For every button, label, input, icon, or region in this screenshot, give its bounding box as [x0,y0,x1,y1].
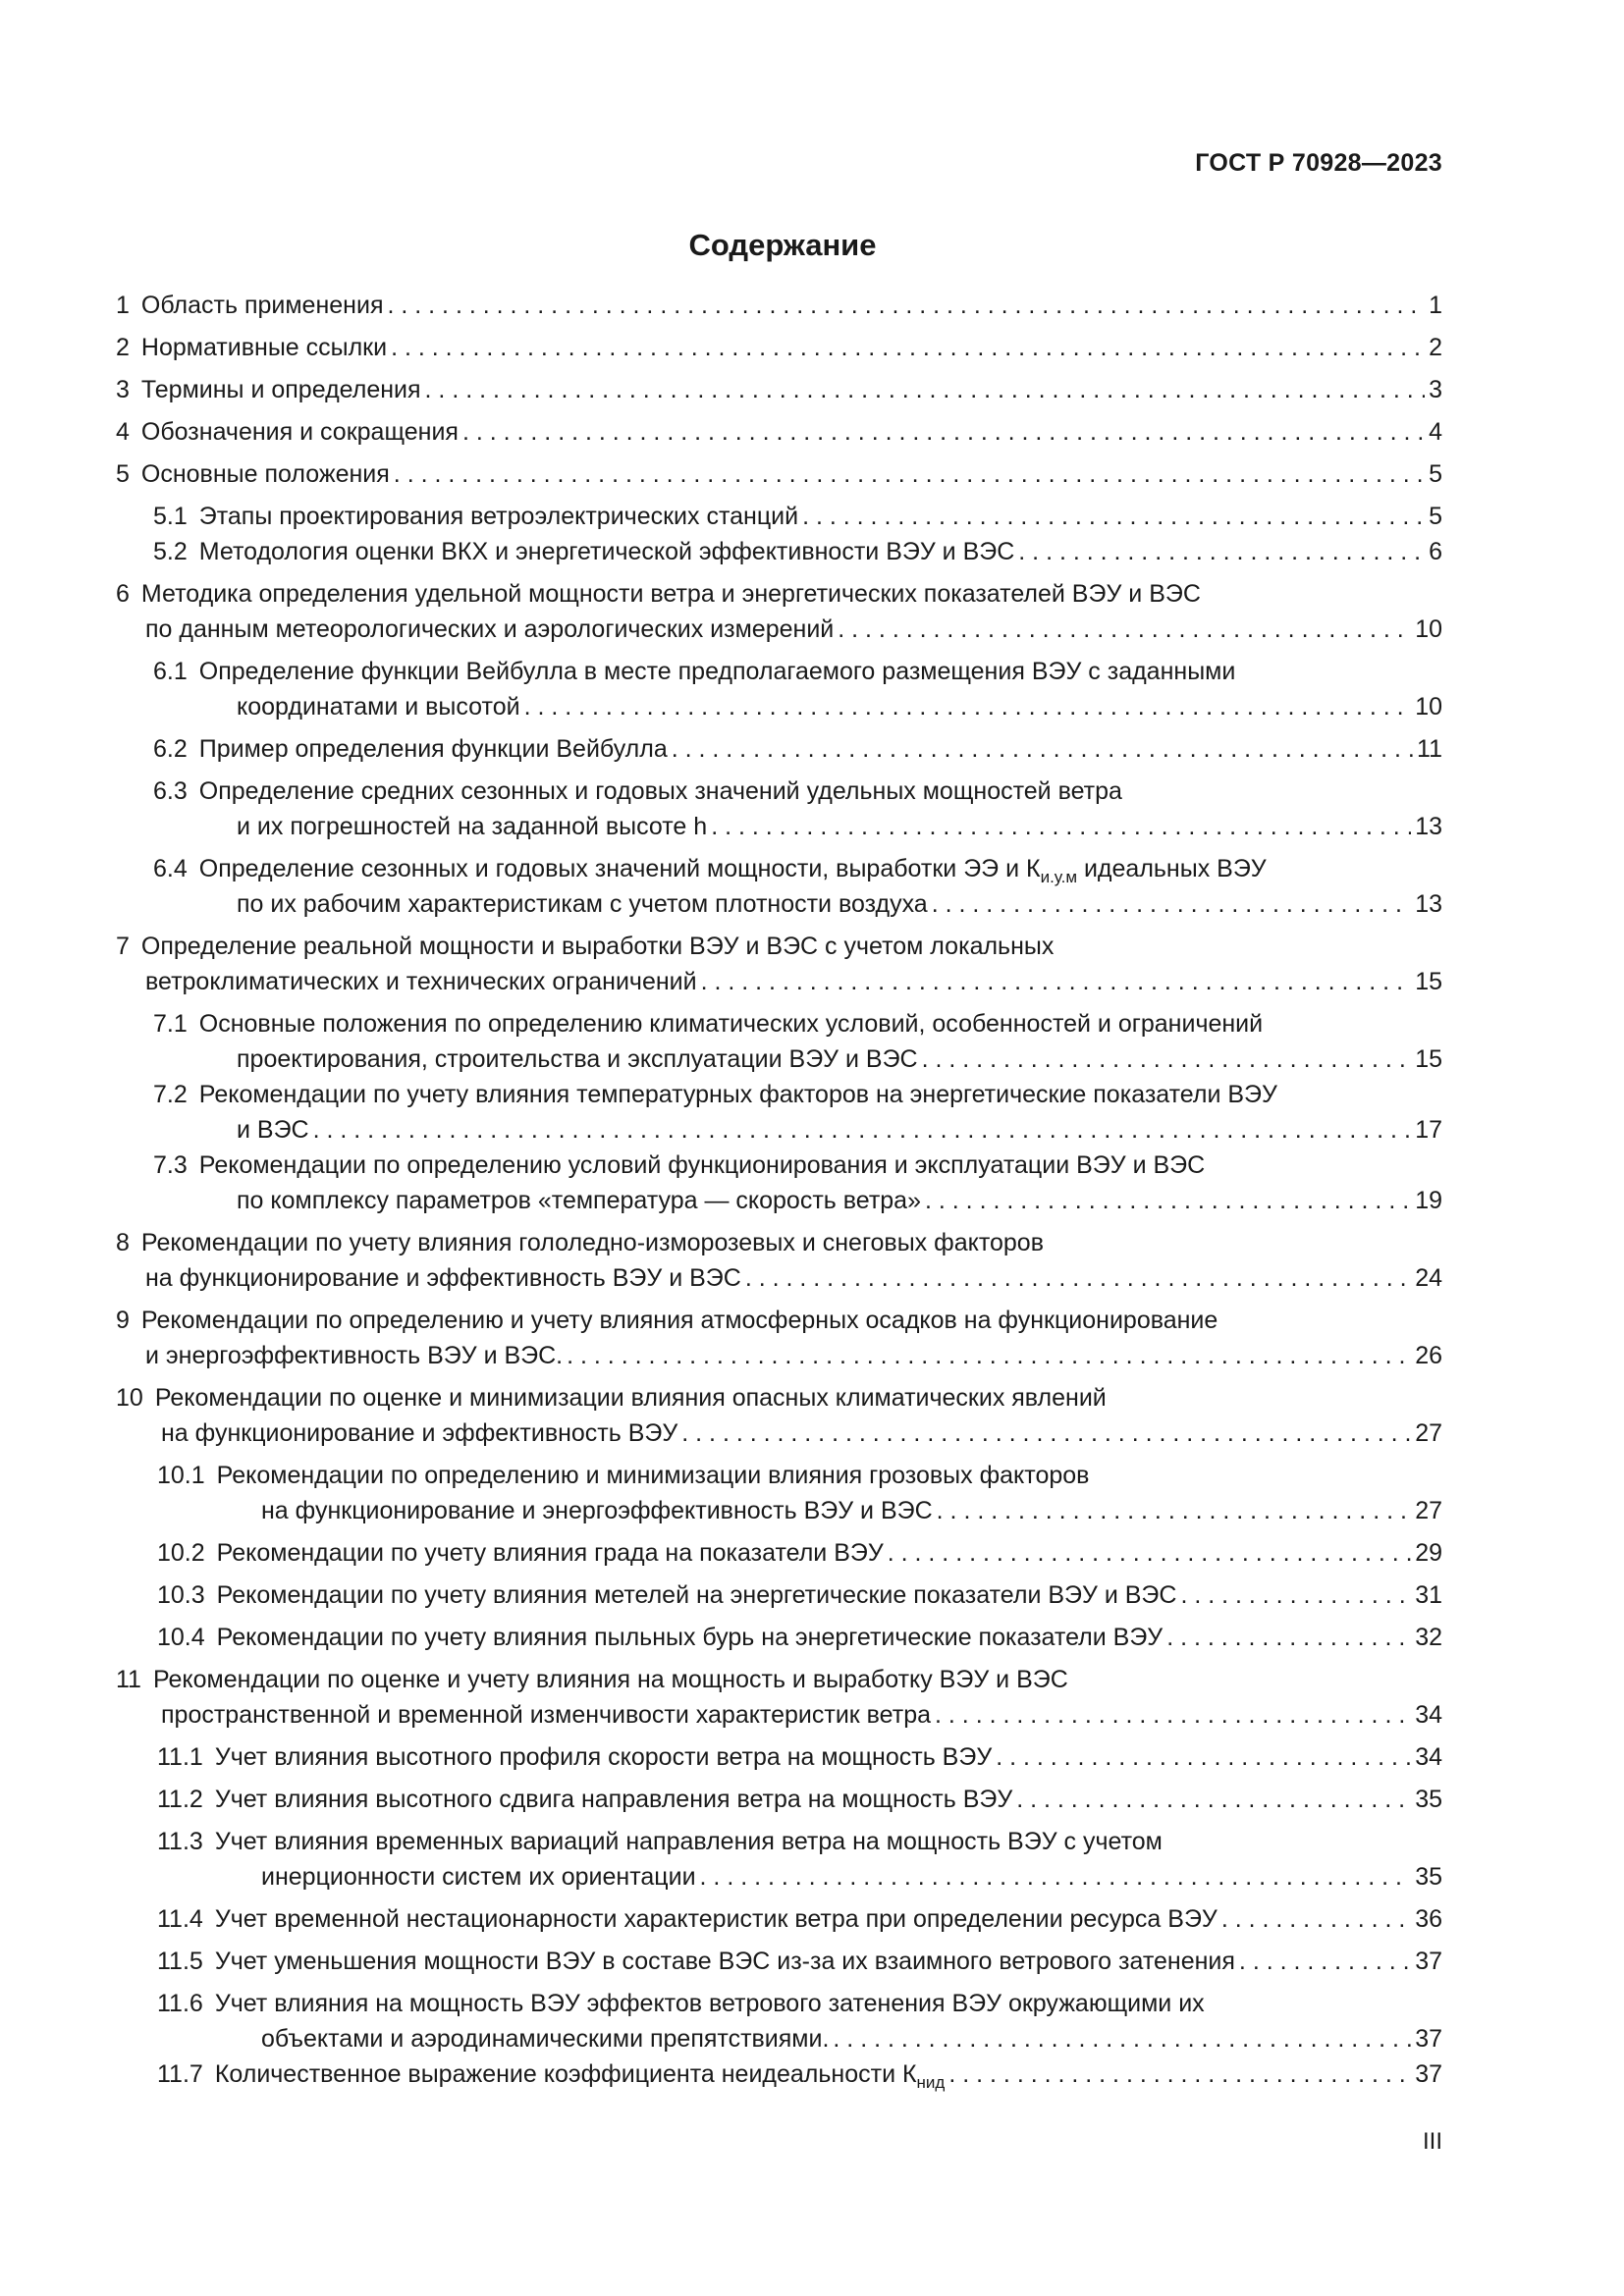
toc-entry-number: 10.2 [157,1539,205,1567]
toc-entry[interactable] [116,1077,1442,1148]
dot-leader [922,1041,1412,1077]
toc-entry-number: 6 [116,580,130,608]
toc-entry-title: Учет влияния временных вариаций направления ветра на мощность ВЭУ с учетом [214,1828,1163,1855]
toc-entry[interactable] [116,576,1442,647]
toc-entry[interactable] [116,1006,1442,1077]
toc-entry-number: 1 [116,292,130,319]
toc-entry-title: Рекомендации по учету влияния метелей на энергетические показатели ВЭУ и ВЭС [216,1581,1177,1609]
toc-entry-title-continued: и их погрешностей на заданной высоте h [237,813,708,840]
toc-entry-page: 19 [1415,1187,1442,1214]
toc-entry-title-continued: координатами и высотой [237,693,520,721]
toc-entry-title: Рекомендации по оценке и учету влияния на мощность и выработку ВЭУ и ВЭС [152,1666,1068,1693]
toc-entry[interactable] [116,499,1442,534]
toc-entry-title-continued: на функционирование и эффективность ВЭУ и ВЭС [145,1264,741,1292]
toc-entry-number: 7 [116,933,130,960]
dot-leader [1180,1577,1411,1613]
toc-entry-number: 5 [116,460,130,488]
toc-entry-title: Рекомендации по определению и минимизации влияния грозовых факторов [216,1462,1090,1489]
toc-entry-title: Нормативные ссылки [140,334,388,361]
toc-entry-number: 5.1 [153,503,188,530]
dot-leader [567,1338,1411,1373]
dot-leader [937,1493,1412,1528]
toc-entry-number: 11 [116,1666,141,1693]
toc-entry-title: Методика определения удельной мощности ветра и энергетических показателей ВЭУ и ВЭС [140,580,1201,608]
toc-entry-title: Рекомендации по оценке и минимизации влияния опасных климатических явлений [154,1384,1107,1412]
toc-entry-number: 11.2 [157,1786,203,1813]
toc-entry-page: 37 [1415,2025,1442,2053]
dot-leader [1239,1944,1411,1979]
toc-entry[interactable] [116,2056,1442,2092]
toc-entry-title-continued: и энергоэффективность ВЭУ и ВЭС. [145,1342,564,1369]
toc-entry-page: 15 [1415,968,1442,995]
toc-entry[interactable] [116,456,1442,492]
dot-leader [1018,534,1425,569]
toc-entry-number: 10.3 [157,1581,205,1609]
toc-entry-title: Учет влияния на мощность ВЭУ эффектов ветрового затенения ВЭУ окружающими их [214,1990,1205,2017]
toc-entry-subscript: нид [916,2073,946,2092]
toc-entry-number: 8 [116,1229,130,1256]
toc-entry-title: Рекомендации по определению и учету влияния атмосферных осадков на функционирование [140,1307,1218,1334]
toc-entry-title: Учет влияния высотного сдвига направления ветра на мощность ВЭУ [214,1786,1013,1813]
toc-entry-page: 10 [1415,693,1442,721]
toc-entry[interactable] [116,1662,1442,1733]
toc-entry[interactable] [116,1944,1442,1979]
toc-entry-title: Термины и определения [140,376,421,403]
toc-entry-page: 27 [1415,1497,1442,1524]
toc-entry-number: 7.1 [153,1010,188,1038]
toc-entry-page: 36 [1415,1905,1442,1933]
toc-entry-number: 5.2 [153,538,188,565]
toc-entry-title: Учет влияния высотного профиля скорости ветра на мощность ВЭУ [214,1743,993,1771]
toc-entry-page: 4 [1429,418,1442,446]
toc-entry[interactable] [116,851,1442,922]
toc-entry[interactable] [116,372,1442,407]
toc-entry-page: 11 [1417,735,1442,763]
toc-entry-title-continued: по комплексу параметров «температура — скорость ветра» [237,1187,921,1214]
document-id: ГОСТ Р 70928—2023 [1195,149,1442,177]
toc-entry-title: Область применения [140,292,384,319]
toc-entry-title: Обозначения и сокращения [140,418,459,446]
toc-entry-number: 11.7 [157,2060,203,2088]
toc-entry-title: Пример определения функции Вейбулла [198,735,668,763]
toc-entry-number: 6.3 [153,777,188,805]
toc-entry-number: 11.1 [157,1743,203,1771]
toc-entry[interactable] [116,929,1442,999]
dot-leader [925,1183,1411,1218]
toc-entry[interactable] [116,534,1442,569]
toc-entry-title: Определение реальной мощности и выработки ВЭУ и ВЭС с учетом локальных [140,933,1055,960]
toc-entry-number: 6.1 [153,658,188,685]
dot-leader [524,689,1412,724]
toc-entry-title: Этапы проектирования ветроэлектрических станций [198,503,799,530]
toc-entry[interactable] [116,1782,1442,1817]
dot-leader [425,372,1426,407]
toc-entry-title-continued: пространственной и временной изменчивости характеристик ветра [161,1701,932,1729]
dot-leader [1166,1620,1411,1655]
toc-entry-number: 11.5 [157,1948,203,1975]
toc-entry-title-continued: инерционности систем их ориентации [261,1863,696,1891]
dot-leader [391,330,1425,365]
toc-entry-subscript: и.у.м [1040,868,1078,886]
toc-entry-title-continued: по их рабочим характеристикам с учетом плотности воздуха [237,890,928,918]
dot-leader [700,1859,1412,1895]
toc-entry-title: Учет временной нестационарности характеристик ветра при определении ресурса ВЭУ [214,1905,1218,1933]
toc-entry-title: Рекомендации по учету влияния гололедно-изморозевых и снеговых факторов [140,1229,1044,1256]
dot-leader [681,1415,1411,1451]
toc-entry-page: 34 [1415,1701,1442,1729]
toc-entry-page: 35 [1415,1863,1442,1891]
toc-entry-page: 35 [1415,1786,1442,1813]
toc-entry-number: 3 [116,376,130,403]
toc-entry-page: 26 [1415,1342,1442,1369]
toc-entry[interactable] [116,1577,1442,1613]
toc-entry-number: 2 [116,334,130,361]
toc-entry-title-continued: по данным метеорологических и аэрологических измерений [145,615,835,643]
toc-entry-title-tail: идеальных ВЭУ [1077,855,1267,882]
toc-entry[interactable] [116,1225,1442,1296]
dot-leader [1221,1901,1411,1937]
dot-leader [745,1260,1411,1296]
toc-entry-number: 11.4 [157,1905,203,1933]
toc-entry-number: 6.4 [153,855,188,882]
toc-entry-page: 6 [1429,538,1442,565]
toc-entry-title: Рекомендации по учету влияния пыльных бурь на энергетические показатели ВЭУ [216,1624,1164,1651]
toc-entry-title-continued: и ВЭС [237,1116,309,1144]
toc-entry-page: 17 [1415,1116,1442,1144]
dot-leader [838,612,1411,647]
dot-leader [394,456,1425,492]
toc-entry-title: Основные положения по определению климатических условий, особенностей и ограничений [198,1010,1264,1038]
toc-entry-page: 2 [1429,334,1442,361]
toc-entry-title: Определение функции Вейбулла в месте предполагаемого размещения ВЭУ с заданными [198,658,1236,685]
page-number: III [1422,2128,1442,2155]
toc-entry-number: 10.1 [157,1462,205,1489]
page-title: Содержание [688,228,877,262]
toc-entry-page: 13 [1415,813,1442,840]
toc-entry-title: Методология оценки ВКХ и энергетической эффективности ВЭУ и ВЭС [198,538,1015,565]
toc-entry-number: 7.2 [153,1081,188,1108]
toc-entry[interactable] [116,1303,1442,1373]
table-of-contents [116,288,1442,2092]
toc-entry-page: 5 [1429,460,1442,488]
toc-entry-title: Рекомендации по учету влияния температурных факторов на энергетические показатели ВЭУ [198,1081,1277,1108]
toc-entry-number: 10 [116,1384,143,1412]
dot-leader [996,1739,1411,1775]
toc-entry-page: 29 [1415,1539,1442,1567]
toc-entry-page: 15 [1415,1045,1442,1073]
toc-entry[interactable] [116,1739,1442,1775]
toc-entry-number: 7.3 [153,1151,188,1179]
toc-entry[interactable] [116,654,1442,724]
toc-entry-page: 31 [1415,1581,1442,1609]
toc-entry[interactable] [116,1824,1442,1895]
toc-entry-page: 37 [1415,1948,1442,1975]
toc-entry[interactable] [116,1458,1442,1528]
toc-entry[interactable] [116,774,1442,844]
dot-leader [888,1535,1411,1571]
toc-entry[interactable] [116,288,1442,323]
toc-entry-title: Учет уменьшения мощности ВЭУ в составе ВЭС из-за их взаимного ветрового затенения [214,1948,1235,1975]
toc-entry-title: Основные положения [140,460,390,488]
dot-leader [462,414,1425,450]
toc-entry-page: 10 [1415,615,1442,643]
toc-entry-title: Количественное выражение коэффициента неидеальности К [214,2060,917,2088]
toc-entry-title-continued: на функционирование и энергоэффективность ВЭУ и ВЭС [261,1497,933,1524]
dot-leader [802,499,1425,534]
toc-entry-page: 32 [1415,1624,1442,1651]
dot-leader [387,288,1425,323]
dot-leader [672,731,1413,767]
toc-entry[interactable] [116,330,1442,365]
toc-entry[interactable] [116,1380,1442,1451]
toc-entry-page: 34 [1415,1743,1442,1771]
toc-entry-title: Определение средних сезонных и годовых значений удельных мощностей ветра [198,777,1122,805]
toc-entry[interactable] [116,1620,1442,1655]
toc-entry-title-continued: объектами и аэродинамическими препятствиями. [261,2025,830,2053]
toc-entry-title: Рекомендации по определению условий функционирования и эксплуатации ВЭУ и ВЭС [198,1151,1206,1179]
toc-entry[interactable] [116,1986,1442,2056]
toc-entry-title: Определение сезонных и годовых значений мощности, выработки ЭЭ и К [198,855,1041,882]
toc-entry-title: Рекомендации по учету влияния града на показатели ВЭУ [216,1539,884,1567]
toc-entry-title-continued: ветроклиматических и технических ограничений [145,968,697,995]
toc-entry-number: 4 [116,418,130,446]
dot-leader [1016,1782,1411,1817]
dot-leader [935,1697,1411,1733]
dot-leader [948,2056,1411,2092]
toc-entry-title-continued: на функционирование и эффективность ВЭУ [161,1419,678,1447]
toc-entry[interactable] [116,1148,1442,1218]
toc-entry-number: 11.6 [157,1990,203,2017]
toc-entry-page: 5 [1429,503,1442,530]
toc-entry-page: 37 [1415,2060,1442,2088]
dot-leader [932,886,1411,922]
toc-entry-number: 10.4 [157,1624,205,1651]
toc-entry[interactable] [116,731,1442,767]
toc-entry-page: 1 [1429,292,1442,319]
toc-entry-page: 13 [1415,890,1442,918]
toc-entry-title-continued: проектирования, строительства и эксплуатации ВЭУ и ВЭС [237,1045,918,1073]
toc-entry-page: 3 [1429,376,1442,403]
toc-entry-page: 27 [1415,1419,1442,1447]
dot-leader [701,964,1412,999]
dot-leader [833,2021,1411,2056]
toc-entry[interactable] [116,1535,1442,1571]
dot-leader [711,809,1411,844]
toc-entry-number: 6.2 [153,735,188,763]
toc-entry-number: 11.3 [157,1828,203,1855]
toc-entry[interactable] [116,1901,1442,1937]
toc-entry[interactable] [116,414,1442,450]
toc-entry-number: 9 [116,1307,130,1334]
dot-leader [313,1112,1412,1148]
toc-entry-page: 24 [1415,1264,1442,1292]
